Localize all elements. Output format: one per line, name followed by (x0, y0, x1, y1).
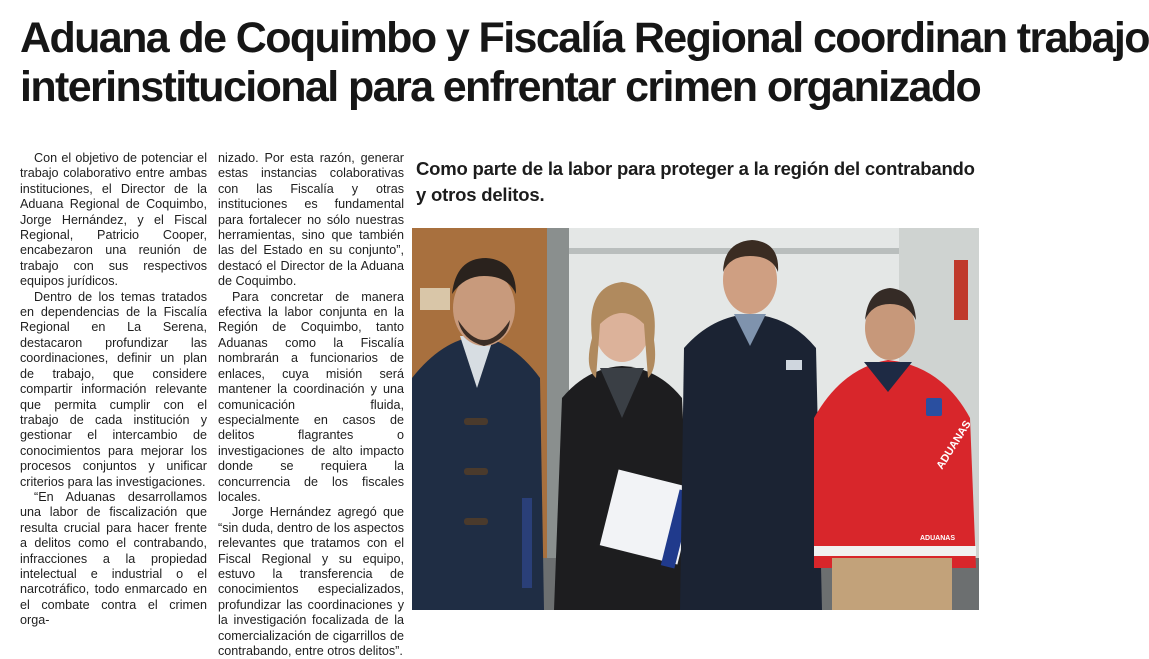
paragraph: Con el objetivo de potenciar el trabajo colaborativo entre ambas instituciones, el Director de la Aduana Regional de Coquimbo, Jorge Hernández, y el Fiscal Regional, Patricio Cooper, encabezaron una reunión de trabajo con sus respectivos equipos jurídicos. (20, 151, 207, 289)
photo-illustration (412, 228, 979, 610)
article-column-2 (218, 151, 404, 659)
article-photo (412, 228, 979, 610)
headline (20, 14, 1149, 112)
headline-line-2: interinstitucional para enfrentar crimen organizado (20, 63, 981, 111)
door-sign (420, 288, 450, 310)
paragraph: Dentro de los temas tratados en dependencias de la Fiscalía Regional en La Serena, destacaron profundizar las coordinaciones, definir un plan de trabajo, que considere compartir información relevante que permita cumplir con el trabajo de cada institución y gestionar el intercambio de conocimientos para mejorar los procesos conjuntos y unificar criterios para las investigaciones. (20, 289, 207, 489)
jacket-print-small: ADUANAS (920, 535, 955, 542)
article-subtitle: Como parte de la labor para proteger a la región del contrabando y otros delitos. (416, 158, 975, 205)
paragraph: “En Aduanas desarrollamos una labor de fiscalización que resulta crucial para hacer frente a delitos como el contrabando, infracciones a la propiedad intelectual e industrial o el narcotráfico, todo enmarcado en el combate contra el crimen orga- (20, 489, 207, 628)
article-column-1 (20, 151, 207, 629)
jacket-print: ADUANAS (934, 418, 974, 472)
paragraph: Para concretar de manera efectiva la labor conjunta en la Región de Coquimbo, tanto Aduanas como la Fiscalía nombrarán a funcionarios de enlaces, cuya misión será mantener la coordinación y una comunicación fluida, especialmente en casos de delitos flagrantes o investigaciones de alto impacto donde se requiera la concurrencia de los fiscales locales. (218, 289, 404, 504)
headline-line-1: Aduana de Coquimbo y Fiscalía Regional coordinan trabajo (20, 14, 1149, 62)
paragraph: Jorge Hernández agregó que “sin duda, dentro de los aspectos relevantes que tratamos con el Fiscal Regional y su equipo, estuvo la transferencia de conocimientos especializados, profundizar las coordinaciones y la investigación focalizada de la comercialización de cigarrillos de contrabando, entre otros delitos”. (218, 505, 404, 658)
paragraph: nizado. Por esta razón, generar estas instancias colaborativas con las Fiscalía y otras instituciones es fundamental para fortalecer no sólo nuestras herramientas, sino que también las del Estado en su conjunto”, destacó el Director de la Aduana de Coquimbo. (218, 151, 404, 289)
red-poster (954, 260, 968, 320)
